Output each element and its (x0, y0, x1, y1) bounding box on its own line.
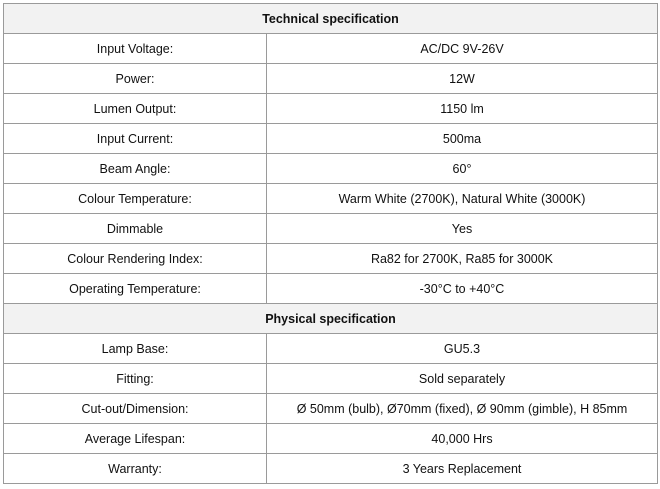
spec-label: Cut-out/Dimension: (4, 394, 267, 424)
spec-row-input-current (4, 124, 658, 154)
spec-label: Beam Angle: (4, 154, 267, 184)
spec-label: Average Lifespan: (4, 424, 267, 454)
spec-value: Ra82 for 2700K, Ra85 for 3000K (267, 244, 658, 274)
spec-row-lumen-output (4, 94, 658, 124)
spec-value: Sold separately (267, 364, 658, 394)
spec-row-input-voltage (4, 34, 658, 64)
section-header-technical (4, 4, 658, 34)
spec-row-operating-temperature (4, 274, 658, 304)
spec-row-lamp-base (4, 334, 658, 364)
spec-value: AC/DC 9V-26V (267, 34, 658, 64)
spec-value: -30°C to +40°C (267, 274, 658, 304)
spec-row-average-lifespan (4, 424, 658, 454)
spec-value: 12W (267, 64, 658, 94)
section-title: Physical specification (4, 304, 658, 334)
spec-label: Colour Rendering Index: (4, 244, 267, 274)
spec-row-beam-angle (4, 154, 658, 184)
spec-label: Warranty: (4, 454, 267, 484)
spec-row-warranty (4, 454, 658, 484)
spec-label: Input Voltage: (4, 34, 267, 64)
spec-row-power (4, 64, 658, 94)
section-header-physical (4, 304, 658, 334)
spec-row-colour-rendering-index (4, 244, 658, 274)
spec-row-cut-out-dimension (4, 394, 658, 424)
spec-value: 3 Years Replacement (267, 454, 658, 484)
spec-row-colour-temperature (4, 184, 658, 214)
spec-label: Power: (4, 64, 267, 94)
specification-table (3, 3, 658, 484)
spec-value: Yes (267, 214, 658, 244)
spec-label: Input Current: (4, 124, 267, 154)
spec-value: Ø 50mm (bulb), Ø70mm (fixed), Ø 90mm (gimble), H 85mm (267, 394, 658, 424)
spec-value: 500ma (267, 124, 658, 154)
specification-table-body (4, 4, 658, 484)
spec-value: 40,000 Hrs (267, 424, 658, 454)
spec-label: Colour Temperature: (4, 184, 267, 214)
spec-label: Dimmable (4, 214, 267, 244)
spec-label: Lumen Output: (4, 94, 267, 124)
spec-value: 60° (267, 154, 658, 184)
spec-label: Fitting: (4, 364, 267, 394)
spec-label: Operating Temperature: (4, 274, 267, 304)
spec-value: GU5.3 (267, 334, 658, 364)
spec-value: Warm White (2700K), Natural White (3000K) (267, 184, 658, 214)
spec-label: Lamp Base: (4, 334, 267, 364)
section-title: Technical specification (4, 4, 658, 34)
spec-value: 1150 lm (267, 94, 658, 124)
spec-row-dimmable (4, 214, 658, 244)
spec-row-fitting (4, 364, 658, 394)
